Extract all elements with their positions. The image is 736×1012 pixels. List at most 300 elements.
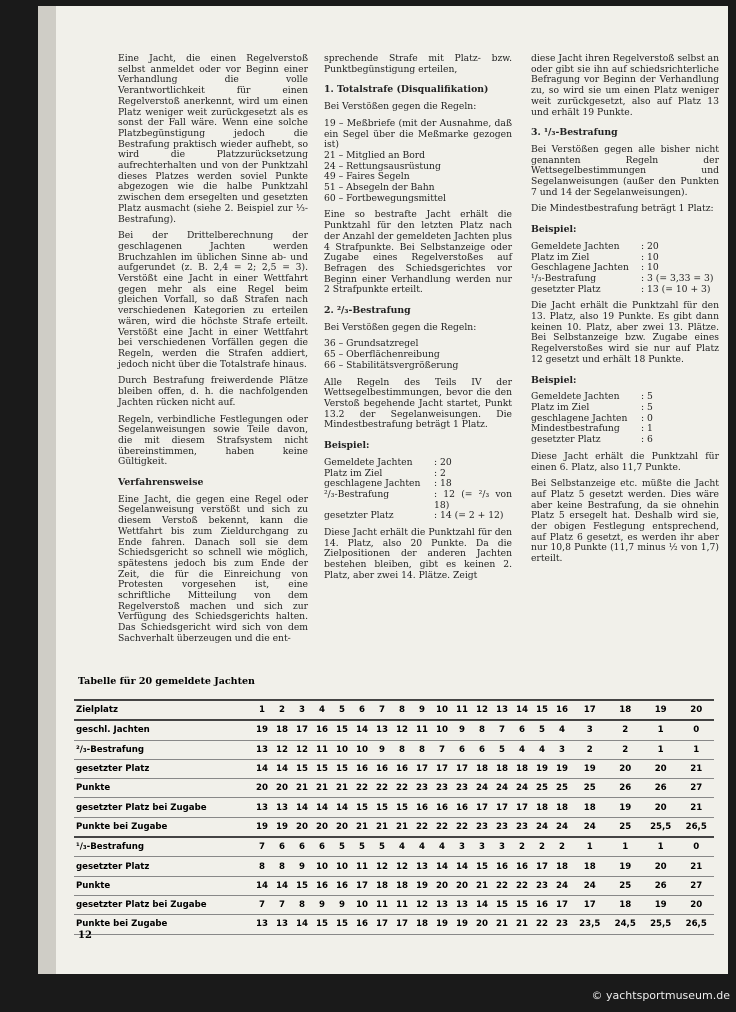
- table-cell: 14: [272, 876, 292, 895]
- table-cell: 24: [572, 876, 607, 895]
- table-cell: 20: [607, 759, 642, 778]
- table-cell: 21: [678, 798, 714, 817]
- table-cell: 12: [372, 857, 392, 876]
- table-cell: 15: [372, 798, 392, 817]
- table-cell: 14: [432, 857, 452, 876]
- table-cell: 26,5: [678, 817, 714, 837]
- table-row: [74, 779, 714, 798]
- example-label: geschlagene Jachten: [531, 412, 628, 424]
- table-cell: 18: [412, 915, 432, 934]
- table-cell: 26: [643, 779, 678, 798]
- table-cell: 21: [472, 876, 492, 895]
- example-value: : 14 (= 2 + 12): [434, 510, 504, 522]
- table-cell: 23: [552, 915, 572, 934]
- watermark-credit: © yachtsportmuseum.de: [591, 989, 730, 1002]
- table-cell: 13: [452, 895, 472, 914]
- table-cell: 17: [412, 759, 432, 778]
- table-cell: 16: [312, 720, 332, 740]
- table-cell: 8: [272, 857, 292, 876]
- table-cell: 13: [252, 798, 272, 817]
- rule-list: [324, 119, 512, 205]
- table-cell: 23: [452, 779, 472, 798]
- table-cell: 6: [452, 740, 472, 759]
- table-cell: 19: [252, 720, 272, 740]
- table-cell: 18: [572, 857, 607, 876]
- table-cell: 15: [292, 759, 312, 778]
- table-cell: 19: [607, 857, 642, 876]
- section-heading: Verfahrensweise: [118, 477, 204, 489]
- table-row: [74, 740, 714, 759]
- table-cell: 22: [432, 817, 452, 837]
- table-cell: 10: [352, 895, 372, 914]
- example-label: Platz im Ziel: [324, 467, 383, 479]
- example-label: Gemeldete Jachten: [531, 240, 620, 252]
- table-cell: 15: [332, 915, 352, 934]
- points-table: [74, 699, 714, 935]
- page-number: 12: [78, 930, 92, 941]
- list-item: 66 – Stabilitätsvergrößerung: [324, 359, 459, 371]
- paragraph: Bei Verstößen gegen die Regeln:: [324, 321, 477, 333]
- table-cell: 14: [332, 798, 352, 817]
- row-label: gesetzter Platz bei Zugabe: [74, 895, 252, 914]
- example-value: : 20: [641, 240, 659, 252]
- table-cell: 17: [352, 876, 372, 895]
- paragraph: Durch Bestrafung freiwerdende Plätze bleiben offen, d. h. die nachfolgenden Jachten rücken nicht auf.: [118, 375, 308, 408]
- paragraph: Eine Jacht, die einen Regelverstoß selbst anmeldet oder vor Beginn einer Verhandlung die volle Verantwortlichkeit für einen Regelverstoß anerkennt, wird um einen Platz weniger weit zurückgesetzt als es sonst der Fall wäre. Wenn eine solche Platzbegünstigung jedoch die Bestrafung praktisch wieder aufhebt, so wird die Platzzurücksetzung aufrechterhalten und von der Punktzahl dieses Platzes werden soviel Punkte abgezogen wie die halbe Punktzahl zwischen dem ersegelten und gesetzten Platz ausmacht (siehe 2. Beispiel zur ⅓-Bestrafung).: [118, 53, 308, 225]
- paragraph: Eine Jacht, die gegen eine Regel oder Segelanweisung verstößt und sich zu diesem Verstoß bekennt, kann die Wettfahrt bis zum Zieldurchgang zu Ende fahren. Danach soll sie dem Schiedsgericht so schnell wie möglich, spätestens jedoch bis zum Ende der Zeit, die für die Einreichung von Protesten vorgesehen ist, eine schriftliche Mitteilung von dem Regelverstoß machen und sich zur Verfügung des Schiedsgerichts halten. Das Schiedsgericht wird sich von dem Sachverhalt überzeugen und die ent-: [118, 493, 308, 644]
- example-label: ²/₃-Bestrafung: [324, 488, 390, 500]
- table-cell: 20: [643, 857, 678, 876]
- example-value: : 20: [434, 456, 452, 468]
- table-cell: 13: [432, 895, 452, 914]
- table-cell: 11: [372, 895, 392, 914]
- table-cell: 4: [312, 700, 332, 720]
- table-cell: 17: [372, 915, 392, 934]
- example-block: [531, 392, 719, 446]
- table-cell: 18: [552, 857, 572, 876]
- table-cell: 22: [512, 876, 532, 895]
- table-cell: 8: [392, 740, 412, 759]
- table-cell: 16: [392, 759, 412, 778]
- table-row: [74, 759, 714, 778]
- table-cell: 22: [412, 817, 432, 837]
- row-label: gesetzter Platz bei Zugabe: [74, 798, 252, 817]
- table-cell: 4: [392, 837, 412, 857]
- table-cell: 3: [292, 700, 312, 720]
- table-cell: 20: [292, 817, 312, 837]
- table-cell: 6: [352, 700, 372, 720]
- table-cell: 15: [492, 895, 512, 914]
- rule-list: [324, 339, 512, 371]
- table-cell: 18: [372, 876, 392, 895]
- example-value: : 5: [641, 401, 653, 413]
- example-value: : 18: [434, 478, 452, 490]
- table-cell: 20: [272, 779, 292, 798]
- table-cell: 11: [452, 700, 472, 720]
- table-cell: 25,5: [643, 915, 678, 934]
- list-item: 60 – Fortbewegungsmittel: [324, 192, 446, 204]
- paragraph: Die Jacht erhält die Punktzahl für den 13. Platz, also 19 Punkte. Es gibt dann keinen 10. Platz, aber zwei 13. Plätze. Bei Selbstanzeige bzw. Zugabe eines Regelverstoßes wird sie nur auf Platz 12 gesetzt und erhält 18 Punkte.: [531, 300, 719, 365]
- table-cell: 3: [452, 837, 472, 857]
- row-label: Punkte bei Zugabe: [74, 817, 252, 837]
- example-label: Gemeldete Jachten: [531, 391, 620, 403]
- table-cell: 17: [432, 759, 452, 778]
- table-row: [74, 837, 714, 857]
- table-cell: 13: [412, 857, 432, 876]
- row-label: ²/₃-Bestrafung: [74, 740, 252, 759]
- table-cell: 13: [492, 700, 512, 720]
- table-cell: 7: [492, 720, 512, 740]
- table-cell: 16: [352, 759, 372, 778]
- table-cell: 7: [432, 740, 452, 759]
- table-cell: 0: [678, 837, 714, 857]
- table-cell: 2: [552, 837, 572, 857]
- table-cell: 5: [332, 837, 352, 857]
- table-cell: 7: [272, 895, 292, 914]
- table-cell: 24: [572, 817, 607, 837]
- table-cell: 17: [532, 857, 552, 876]
- table-cell: 21: [492, 915, 512, 934]
- table-cell: 22: [532, 915, 552, 934]
- table-cell: 24,5: [607, 915, 642, 934]
- table-cell: 6: [272, 837, 292, 857]
- row-label: ¹/₃-Bestrafung: [74, 837, 252, 857]
- table-cell: 17: [492, 798, 512, 817]
- table-cell: 9: [412, 700, 432, 720]
- list-item: 65 – Oberflächenreibung: [324, 349, 440, 361]
- table-cell: 7: [252, 895, 272, 914]
- example-value: : 13 (= 10 + 3): [641, 283, 711, 295]
- table-cell: 17: [552, 895, 572, 914]
- table-cell: 25: [572, 779, 607, 798]
- example-value: : 5: [641, 391, 653, 403]
- row-label: Punkte: [74, 876, 252, 895]
- table-cell: 18: [607, 700, 642, 720]
- table-cell: 2: [532, 837, 552, 857]
- table-cell: 20: [678, 895, 714, 914]
- table-cell: 17: [512, 798, 532, 817]
- table-cell: 19: [552, 759, 572, 778]
- table-cell: 14: [272, 759, 292, 778]
- table-cell: 1: [572, 837, 607, 857]
- example-label: gesetzter Platz: [531, 283, 601, 295]
- list-item: 51 – Absegeln der Bahn: [324, 182, 435, 194]
- table-cell: 15: [352, 798, 372, 817]
- table-cell: 9: [292, 857, 312, 876]
- paragraph: Bei Verstößen gegen die Regeln:: [324, 101, 477, 113]
- table-cell: 18: [607, 895, 642, 914]
- table-cell: 16: [432, 798, 452, 817]
- table-cell: 16: [372, 759, 392, 778]
- table-cell: 19: [412, 876, 432, 895]
- table-cell: 22: [492, 876, 512, 895]
- table-cell: 25,5: [643, 817, 678, 837]
- table-cell: 15: [472, 857, 492, 876]
- table-cell: 16: [352, 915, 372, 934]
- table-cell: 9: [452, 720, 472, 740]
- list-item: 36 – Grundsatzregel: [324, 338, 419, 350]
- table-cell: 20: [643, 759, 678, 778]
- example-heading: Beispiel:: [324, 440, 370, 452]
- table-cell: 16: [452, 798, 472, 817]
- example-value: : 3 (= 3,33 = 3): [641, 272, 714, 284]
- paragraph: sprechende Strafe mit Platz- bzw. Punktbegünstigung erteilen,: [324, 53, 512, 75]
- table-cell: 21: [678, 857, 714, 876]
- table-row: [74, 876, 714, 895]
- table-cell: 16: [332, 876, 352, 895]
- paragraph: Eine so bestrafte Jacht erhält die Punktzahl für den letzten Platz nach der Anzahl der gemeldeten Jachten plus 4 Strafpunkte. Bei Selbstanzeige oder Zugabe eines Regelverstoßes auf Befragen des Schiedsgerichtes vor Beginn einer Verhandlung werden nur 2 Strafpunkte erteilt.: [324, 209, 512, 296]
- table-cell: 9: [332, 895, 352, 914]
- table-cell: 19: [532, 759, 552, 778]
- example-label: Gemeldete Jachten: [324, 456, 413, 468]
- table-cell: 8: [252, 857, 272, 876]
- table-cell: 13: [252, 915, 272, 934]
- table-cell: 9: [312, 895, 332, 914]
- table-cell: 14: [352, 720, 372, 740]
- table-cell: 25: [607, 817, 642, 837]
- table-cell: 10: [432, 720, 452, 740]
- table-cell: 8: [412, 740, 432, 759]
- table-cell: 2: [572, 740, 607, 759]
- table-cell: 24: [512, 779, 532, 798]
- example-value: : 10: [641, 262, 659, 274]
- list-item: 49 – Faires Segeln: [324, 171, 410, 183]
- table-cell: 18: [512, 759, 532, 778]
- table-cell: 19: [607, 798, 642, 817]
- row-label: geschl. Jachten: [74, 720, 252, 740]
- paragraph: Die Mindestbestrafung beträgt 1 Platz:: [531, 203, 714, 215]
- table-cell: 4: [532, 740, 552, 759]
- table-cell: 11: [352, 857, 372, 876]
- table-cell: 18: [532, 798, 552, 817]
- table-cell: 18: [472, 759, 492, 778]
- table-cell: 12: [392, 720, 412, 740]
- table-row: [74, 798, 714, 817]
- table-cell: 1: [252, 700, 272, 720]
- row-label: gesetzter Platz: [74, 857, 252, 876]
- example-value: : 10: [641, 251, 659, 263]
- example-value: : 1: [641, 423, 653, 435]
- paragraph: Bei der Drittelberechnung der geschlagenen Jachten werden Bruchzahlen im üblichen Sinne ab- und aufgerundet (z. B. 2,4 = 2; 2,5 = 3). Verstößt eine Jacht in einer Wettfahrt gegen mehr als eine Regel beim gleichen Vorfall, so daß Strafen nach verschiedenen Kategorien zu erteilen wären, wird die höchste Strafe erteilt. Verstößt eine Jacht in einer Wettfahrt bei verschiedenen Vorfällen gegen die Regeln, werden die Strafen addiert, jedoch nicht über die Totalstrafe hinaus.: [118, 230, 308, 370]
- column-2: [324, 54, 512, 588]
- table-cell: 7: [372, 700, 392, 720]
- row-label: Zielplatz: [74, 700, 252, 720]
- table-cell: 21: [392, 817, 412, 837]
- table-cell: 23: [492, 817, 512, 837]
- table-cell: 8: [392, 700, 412, 720]
- table-cell: 24: [472, 779, 492, 798]
- table-cell: 10: [432, 700, 452, 720]
- table-cell: 10: [332, 740, 352, 759]
- paragraph: Diese Jacht erhält die Punktzahl für einen 6. Platz, also 11,7 Punkte.: [531, 450, 719, 473]
- table-cell: 16: [512, 857, 532, 876]
- table-cell: 22: [352, 779, 372, 798]
- table-cell: 22: [392, 779, 412, 798]
- table-cell: 19: [432, 915, 452, 934]
- table-cell: 14: [292, 915, 312, 934]
- example-label: Geschlagene Jachten: [531, 262, 629, 274]
- table-cell: 23,5: [572, 915, 607, 934]
- table-cell: 2: [607, 740, 642, 759]
- table-cell: 17: [452, 759, 472, 778]
- table-cell: 8: [292, 895, 312, 914]
- table-cell: 0: [678, 720, 714, 740]
- table-cell: 23: [532, 876, 552, 895]
- table-cell: 20: [312, 817, 332, 837]
- example-block: [531, 242, 719, 296]
- table-cell: 1: [643, 720, 678, 740]
- list-item: 21 – Mitglied an Bord: [324, 149, 426, 161]
- table-cell: 24: [552, 876, 572, 895]
- table-cell: 20: [643, 798, 678, 817]
- column-1: [118, 54, 308, 651]
- table-title: Tabelle für 20 gemeldete Jachten: [78, 676, 255, 687]
- table-cell: 13: [272, 915, 292, 934]
- paragraph: Bei Verstößen gegen alle bisher nicht genannten Regeln der Wettsegelbestimmungen und Segelanweisungen (außer den Punkten 7 und 14 der Segelanweisungen).: [531, 143, 719, 198]
- example-label: geschlagene Jachten: [324, 478, 421, 490]
- table-cell: 6: [292, 837, 312, 857]
- list-item: 19 – Meßbriefe (mit der Ausnahme, daß ein Segel über die Meßmarke gezogen ist): [324, 117, 512, 151]
- paragraph: Alle Regeln des Teils IV der Wettsegelbestimmungen, bevor die den Verstoß begehende Jacht startet, Punkt 13.2 der Segelanweisungen. Die Mindestbestrafung beträgt 1 Platz.: [324, 376, 512, 431]
- table-cell: 12: [412, 895, 432, 914]
- table-cell: 24: [532, 817, 552, 837]
- table-cell: 14: [292, 798, 312, 817]
- table-cell: 11: [412, 720, 432, 740]
- table-cell: 14: [512, 700, 532, 720]
- table-cell: 15: [332, 720, 352, 740]
- example-heading: Beispiel:: [531, 374, 577, 386]
- table-cell: 2: [272, 700, 292, 720]
- table-cell: 24: [492, 779, 512, 798]
- table-cell: 26: [607, 779, 642, 798]
- table-cell: 20: [472, 915, 492, 934]
- table-cell: 21: [372, 817, 392, 837]
- table-cell: 21: [292, 779, 312, 798]
- example-heading: Beispiel:: [531, 224, 577, 236]
- table-cell: 1: [678, 740, 714, 759]
- table-cell: 19: [252, 817, 272, 837]
- table-cell: 10: [332, 857, 352, 876]
- table-cell: 21: [352, 817, 372, 837]
- table-cell: 14: [452, 857, 472, 876]
- example-block: [324, 458, 512, 522]
- table-cell: 8: [472, 720, 492, 740]
- table-cell: 20: [252, 779, 272, 798]
- table-cell: 27: [678, 779, 714, 798]
- table-cell: 3: [572, 720, 607, 740]
- table-cell: 23: [412, 779, 432, 798]
- table-cell: 15: [292, 876, 312, 895]
- table-cell: 24: [552, 817, 572, 837]
- paragraph: Diese Jacht erhält die Punktzahl für den 14. Platz, also 20 Punkte. Da die Zielpositionen der anderen Jachten bestehen bleiben, gibt es keinen 2. Platz, aber zwei 14. Plätze. Zeigt: [324, 527, 512, 581]
- example-label: Platz im Ziel: [531, 251, 590, 263]
- table-cell: 23: [432, 779, 452, 798]
- example-value: : 6: [641, 434, 653, 446]
- paragraph: Bei Selbstanzeige etc. müßte die Jacht auf Platz 5 gesetzt werden. Dies wäre aber keine Bestrafung, da sie ohnehin Platz 5 ersegelt hat. Deshalb wird sie, der obigen Festlegung entsprechend, auf Platz 6 gesetzt, es werden ihr aber nur 10,8 Punkte (11,7 minus ½ von 1,7) erteilt.: [531, 478, 719, 565]
- table-cell: 10: [352, 740, 372, 759]
- table-cell: 25: [607, 876, 642, 895]
- table-cell: 12: [472, 700, 492, 720]
- table-cell: 4: [412, 837, 432, 857]
- table-cell: 13: [372, 720, 392, 740]
- table-cell: 26,5: [678, 915, 714, 934]
- table-row: [74, 817, 714, 837]
- table-cell: 6: [472, 740, 492, 759]
- table-cell: 6: [512, 720, 532, 740]
- table-cell: 27: [678, 876, 714, 895]
- table-cell: 15: [512, 895, 532, 914]
- table-cell: 6: [312, 837, 332, 857]
- example-label: Platz im Ziel: [531, 401, 590, 413]
- table-cell: 23: [472, 817, 492, 837]
- table-cell: 4: [512, 740, 532, 759]
- example-label: ¹/₃-Bestrafung: [531, 272, 597, 284]
- column-3: [531, 54, 719, 571]
- table-cell: 3: [492, 837, 512, 857]
- section-heading: 1. Totalstrafe (Disqualifikation): [324, 84, 489, 96]
- table-cell: 4: [432, 837, 452, 857]
- table-cell: 20: [332, 817, 352, 837]
- table-cell: 20: [432, 876, 452, 895]
- table-cell: 1: [643, 740, 678, 759]
- table-cell: 13: [252, 740, 272, 759]
- table-cell: 12: [272, 740, 292, 759]
- table-cell: 4: [552, 720, 572, 740]
- example-value: : 2: [434, 467, 446, 479]
- table-cell: 15: [312, 759, 332, 778]
- table-cell: 25: [552, 779, 572, 798]
- table-cell: 16: [412, 798, 432, 817]
- table-cell: 5: [372, 837, 392, 857]
- table-cell: 16: [552, 700, 572, 720]
- table-cell: 14: [252, 876, 272, 895]
- table-cell: 20: [678, 700, 714, 720]
- table-cell: 16: [492, 857, 512, 876]
- table-cell: 19: [643, 895, 678, 914]
- list-item: 24 – Rettungsausrüstung: [324, 160, 441, 172]
- table-cell: 17: [392, 915, 412, 934]
- table-cell: 17: [572, 700, 607, 720]
- table-cell: 3: [552, 740, 572, 759]
- table-row: [74, 700, 714, 720]
- table-cell: 5: [352, 837, 372, 857]
- table-cell: 21: [332, 779, 352, 798]
- table-cell: 15: [532, 700, 552, 720]
- table-cell: 21: [512, 915, 532, 934]
- table-cell: 5: [332, 700, 352, 720]
- paragraph: diese Jacht ihren Regelverstoß selbst an oder gibt sie ihn auf schiedsrichterliche Befragung vor Beginn der Verhandlung zu, so wird sie um einen Platz weniger weit zurückgesetzt, also auf Platz 13 und erhält 19 Punkte.: [531, 53, 720, 118]
- table-cell: 1: [607, 837, 642, 857]
- table-cell: 2: [512, 837, 532, 857]
- section-heading: 3. ¹/₃-Bestrafung: [531, 127, 618, 139]
- table-cell: 18: [552, 798, 572, 817]
- table-cell: 9: [372, 740, 392, 759]
- table-cell: 5: [532, 720, 552, 740]
- table-row: [74, 915, 714, 934]
- table-cell: 18: [392, 876, 412, 895]
- table-cell: 13: [272, 798, 292, 817]
- table-cell: 11: [312, 740, 332, 759]
- table-cell: 3: [472, 837, 492, 857]
- table-cell: 19: [272, 817, 292, 837]
- table-cell: 22: [372, 779, 392, 798]
- table-cell: 15: [312, 915, 332, 934]
- row-label: Punkte bei Zugabe: [74, 915, 252, 934]
- example-label: Mindestbestrafung: [531, 423, 620, 435]
- table-cell: 26: [643, 876, 678, 895]
- row-label: gesetzter Platz: [74, 759, 252, 778]
- table-cell: 20: [452, 876, 472, 895]
